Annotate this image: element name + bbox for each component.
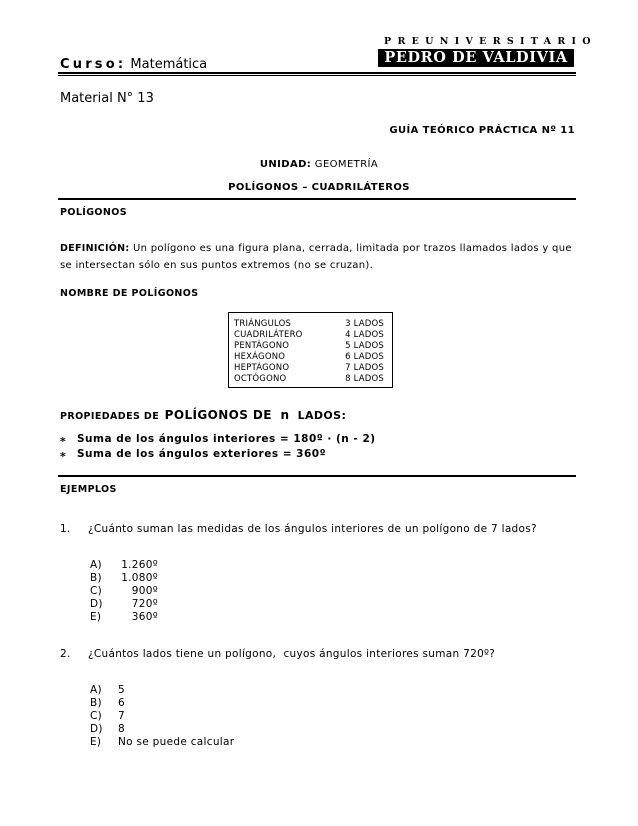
properties-heading-n: n — [280, 408, 289, 422]
unit-line — [0, 159, 638, 170]
properties-heading-a: PROPIEDADES DE — [60, 411, 160, 422]
polygon-name: OCTÓGONO — [234, 374, 287, 384]
polygon-name: HEPTÁGONO — [234, 363, 290, 373]
logo-tagline: PREUNIVERSITARIO — [384, 36, 597, 47]
polygon-name: CUADRILÁTERO — [234, 330, 303, 340]
option-letter: E) — [90, 736, 102, 748]
option-value: 1.080º — [121, 572, 158, 584]
question-text: ¿Cuánto suman las medidas de los ángulos interiores de un polígono de 7 lados? — [88, 523, 537, 535]
option-value: 720º — [131, 598, 158, 610]
property-item — [60, 432, 376, 445]
definition-line1: Un polígono es una figura plana, cerrada, limitada por trazos llamados lados y que — [133, 243, 572, 254]
option-value: 7 — [118, 710, 125, 722]
question — [60, 523, 537, 535]
properties-heading-b: POLÍGONOS DE — [164, 408, 272, 422]
question — [60, 648, 495, 660]
polygon-name: TRIÁNGULOS — [234, 319, 292, 329]
answer-option — [90, 585, 158, 598]
option-letter: B) — [90, 572, 102, 584]
option-value: No se puede calcular — [118, 736, 235, 748]
option-letter: D) — [90, 598, 103, 610]
property-item — [60, 447, 326, 460]
option-letter: E) — [90, 611, 102, 623]
option-letter: C) — [90, 710, 103, 722]
answer-option — [90, 723, 125, 736]
polygon-sides: 3 LADOS — [345, 319, 384, 329]
polygon-sides: 5 LADOS — [345, 341, 384, 351]
option-value: 360º — [131, 611, 158, 623]
asterisk-bullet-icon: ⁎ — [60, 447, 67, 460]
polygon-name: HEXÁGONO — [234, 352, 286, 362]
definition-line2: se intersectan sólo en sus puntos extremos (no se cruzan). — [60, 260, 374, 271]
header-rule-thin — [58, 75, 576, 76]
properties-heading — [60, 404, 346, 423]
properties-heading-c: LADOS: — [297, 409, 347, 422]
option-letter: A) — [90, 684, 102, 696]
option-value: 1.260º — [121, 559, 158, 571]
polygon-sides: 4 LADOS — [345, 330, 384, 340]
answer-option — [90, 710, 125, 723]
question-number: 1. — [60, 523, 71, 535]
section-rule — [58, 475, 576, 477]
logo-name: PEDRO DE VALDIVIA — [378, 49, 574, 67]
section-rule — [58, 198, 576, 200]
option-value: 6 — [118, 697, 125, 709]
polygon-sides: 6 LADOS — [345, 352, 384, 362]
guide-title: GUÍA TEÓRICO PRÁCTICA Nº 11 — [389, 125, 575, 136]
answer-option — [90, 684, 125, 697]
option-letter: B) — [90, 697, 102, 709]
option-letter: A) — [90, 559, 102, 571]
polygon-names-heading: NOMBRE DE POLÍGONOS — [60, 288, 199, 299]
property-text: Suma de los ángulos exteriores = 360º — [77, 448, 327, 460]
option-value: 8 — [118, 723, 125, 735]
definition-label: DEFINICIÓN: — [60, 243, 130, 254]
unit-value: GEOMETRÍA — [314, 159, 379, 170]
question-text: ¿Cuántos lados tiene un polígono, cuyos ángulos interiores suman 720º? — [88, 648, 496, 660]
answer-option — [90, 697, 125, 710]
answer-option — [90, 559, 158, 572]
property-text: Suma de los ángulos interiores = 180º · (n - 2) — [77, 433, 376, 445]
asterisk-bullet-icon: ⁎ — [60, 432, 67, 445]
answer-option — [90, 598, 158, 611]
material-number: Material N° 13 — [60, 91, 154, 106]
header-rule — [58, 72, 576, 74]
course-label: Curso: — [60, 57, 127, 72]
section-poligonos: POLÍGONOS — [60, 207, 127, 218]
unit-subtitle: POLÍGONOS – CUADRILÁTEROS — [228, 182, 410, 193]
answer-option — [90, 736, 234, 749]
polygon-names-table — [228, 312, 393, 388]
definition-paragraph — [60, 240, 576, 274]
unit-label: UNIDAD: — [259, 159, 312, 170]
option-letter: D) — [90, 723, 103, 735]
option-value: 5 — [118, 684, 125, 696]
course-value: Matemática — [130, 57, 208, 72]
polygon-sides: 7 LADOS — [345, 363, 384, 373]
answer-option — [90, 572, 158, 585]
polygon-sides: 8 LADOS — [345, 374, 384, 384]
option-value: 900º — [131, 585, 158, 597]
question-number: 2. — [60, 648, 71, 660]
course-line — [60, 57, 207, 72]
option-letter: C) — [90, 585, 103, 597]
examples-heading: EJEMPLOS — [60, 484, 117, 495]
polygon-name: PENTÁGONO — [234, 341, 290, 351]
answer-option — [90, 611, 158, 624]
